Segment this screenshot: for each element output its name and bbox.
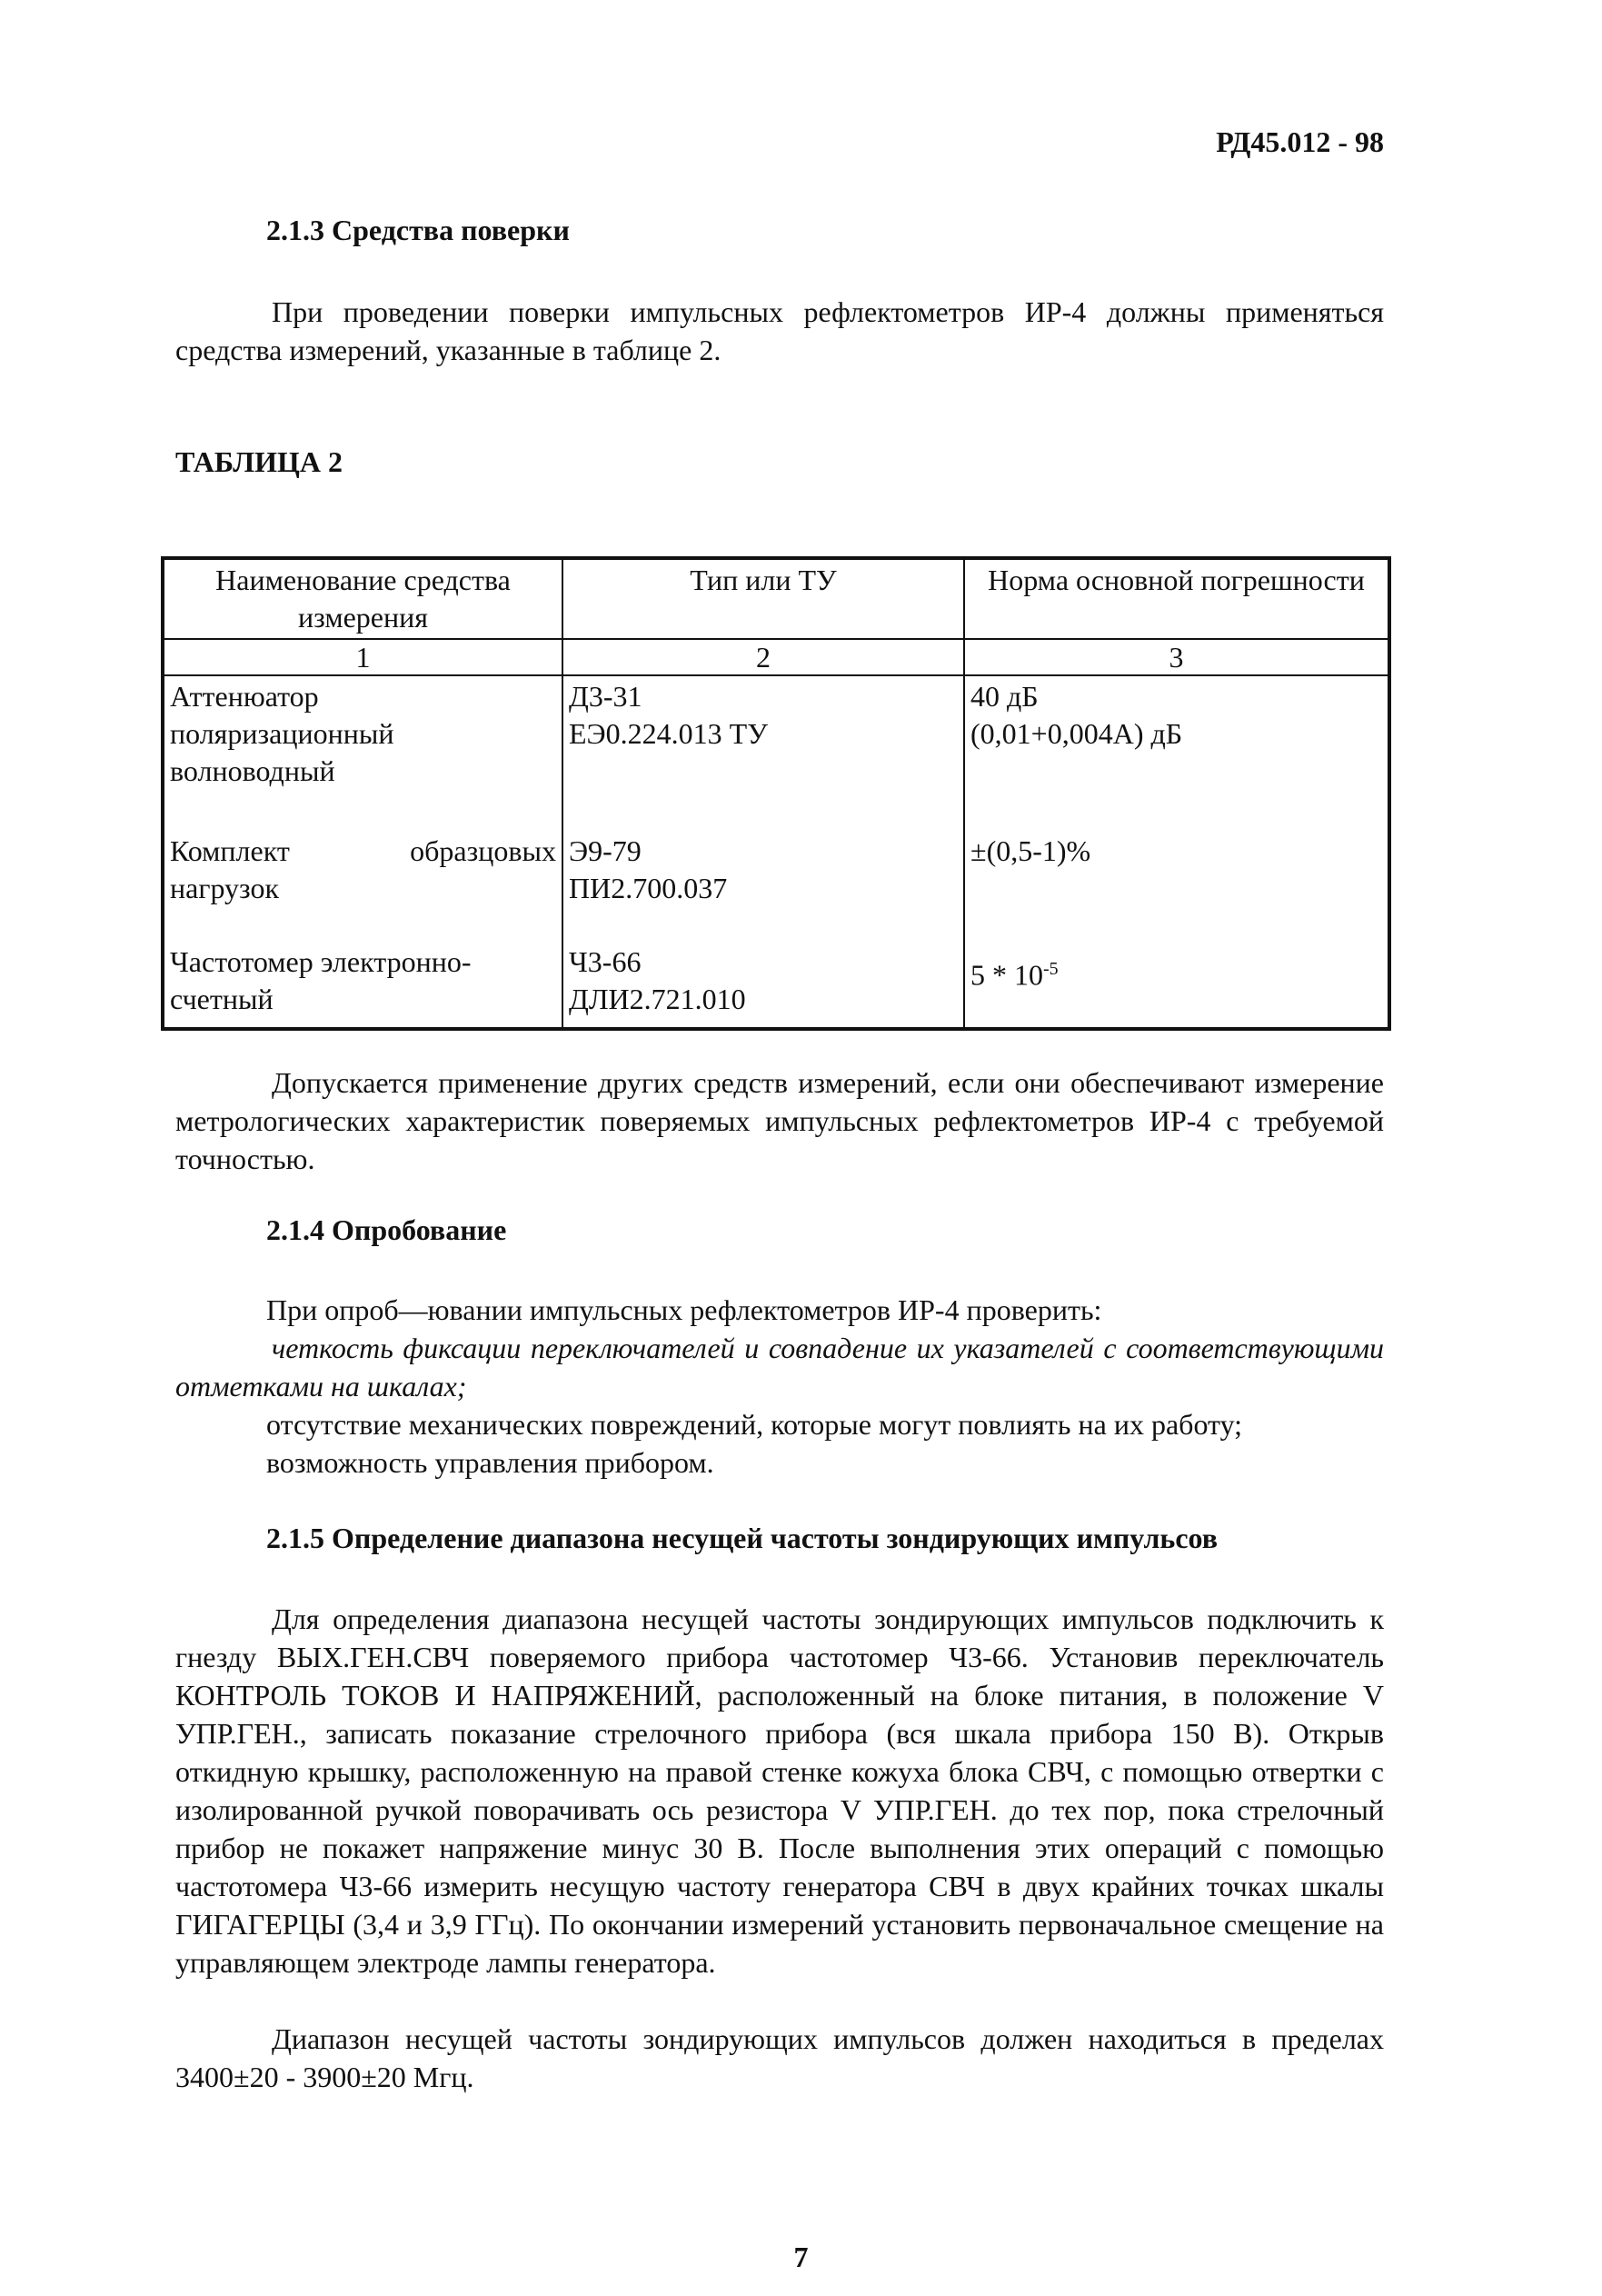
section-2-1-5-conclusion: Диапазон несущей частоты зондирующих импульсов должен находиться в пределах 3400±20 - 3900±20 Мгц.: [175, 2022, 1384, 2093]
cell-line: Д3-31: [569, 680, 642, 713]
instrument-norm-cell: [964, 675, 1389, 831]
document-code: РД45.012 - 98: [1216, 125, 1384, 158]
section-2-1-3-text: При проведении поверки импульсных рефлектометров ИР-4 должны применяться средства измерений, указанные в таблице 2.: [175, 295, 1384, 366]
cell-line: (0,01+0,004А) дБ: [970, 717, 1183, 750]
cell-line: поляризационный: [170, 717, 394, 750]
check-item: возможность управления прибором.: [266, 1446, 714, 1479]
section-2-1-4-heading: 2.1.4 Опробование: [266, 1213, 507, 1246]
measurement-instruments-table: [161, 556, 1391, 1031]
column-header-norm: Норма основной погрешности: [964, 558, 1389, 639]
instrument-norm-cell: [964, 942, 1389, 1029]
table-title: ТАБЛИЦА 2: [175, 445, 343, 478]
instrument-norm-cell: [964, 831, 1389, 942]
instrument-type-cell: [562, 675, 964, 831]
column-number: 1: [163, 639, 562, 675]
column-number: 2: [562, 639, 964, 675]
instrument-type-cell: [562, 942, 964, 1029]
table-row: [163, 831, 1389, 942]
instrument-type-cell: [562, 831, 964, 942]
instrument-name-cell: [163, 675, 562, 831]
check-item: четкость фиксации переключателей и совпадение их указателей с соответствующими отметками на шкалах;: [175, 1332, 1384, 1403]
column-number: 3: [964, 639, 1389, 675]
norm-base: 5 * 10: [970, 958, 1043, 992]
table-row: [163, 675, 1389, 831]
section-2-1-3-heading: 2.1.3 Средства поверки: [266, 214, 570, 246]
norm-exponent: -5: [1043, 959, 1059, 979]
section-2-1-5-text: Для определения диапазона несущей частоты зондирующих импульсов подключить к гнезду ВЫХ.ГЕН.СВЧ поверяемого прибора частотомер Ч3-66. Установив переключатель КОНТРОЛЬ ТОКОВ И НАПРЯЖЕНИЙ, расположенный на блоке питания, в положение V УПР.ГЕН., записать показание стрелочного прибора (вся шкала прибора 150 В). Открыв откидную крышку, расположенную на правой стенке кожуха блока СВЧ, с помощью отвертки с изолированной ручкой поворачивать ось резистора V УПР.ГЕН. до тех пор, пока стрелочный прибор не покажет напряжение минус 30 В. После выполнения этих операций с помощью частотомера Ч3-66 измерить несущую частоту генератора СВЧ в двух крайних точках шкалы ГИГАГЕРЦЫ (3,4 и 3,9 ГГц). По окончании измерений установить первоначальное смещение на управляющем электроде лампы генератора.: [175, 1602, 1384, 1979]
cell-line: волноводный: [170, 754, 335, 787]
cell-line: ±(0,5-1)%: [970, 834, 1091, 867]
cell-line: счетный: [170, 983, 274, 1015]
cell-line: ЕЭ0.224.013 ТУ: [569, 717, 768, 750]
cell-line: Частотомер электронно-: [170, 945, 472, 978]
instrument-name-cell: [163, 942, 562, 1029]
cell-line: Ч3-66: [569, 945, 642, 978]
table-header-row: [163, 558, 1389, 639]
cell-line: Комплект образцовых: [170, 834, 556, 867]
cell-line: нагрузок: [170, 872, 280, 904]
cell-line: Э9-79: [569, 834, 642, 867]
section-2-1-4-intro: При опроб—ювании импульсных рефлектометров ИР-4 проверить:: [266, 1293, 1102, 1326]
check-item: отсутствие механических повреждений, которые могут повлиять на их работу;: [266, 1408, 1243, 1441]
cell-line: 40 дБ: [970, 680, 1039, 713]
section-2-1-5-heading: 2.1.5 Определение диапазона несущей частоты зондирующих импульсов: [266, 1522, 1219, 1554]
table-column-numbers-row: [163, 639, 1389, 675]
cell-line: [970, 943, 1382, 994]
column-header-type: Тип или ТУ: [562, 558, 964, 639]
cell-line: Аттенюатор: [170, 680, 319, 713]
table-note: Допускается применение других средств измерений, если они обеспечивают измерение метрологических характеристик поверяемых импульсных рефлектометров ИР-4 с требуемой точностью.: [175, 1066, 1384, 1175]
cell-line: ДЛИ2.721.010: [569, 983, 746, 1015]
cell-line: ПИ2.700.037: [569, 872, 728, 904]
column-header-name: Наименование средства измерения: [163, 558, 562, 639]
page-number: 7: [793, 2241, 809, 2273]
table-row: [163, 942, 1389, 1029]
instrument-name-cell: [163, 831, 562, 942]
